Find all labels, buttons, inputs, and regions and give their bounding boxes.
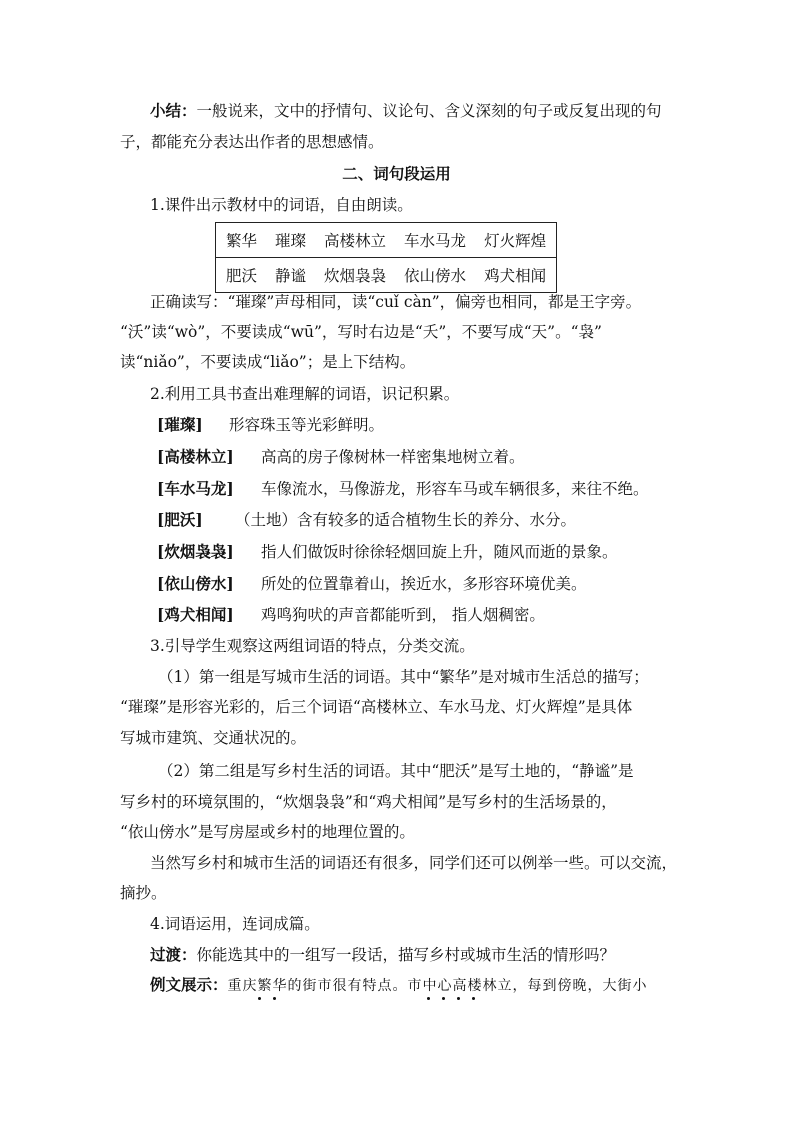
group1-line-1: （1）第一组是写城市生活的词语。其中“繁华”是对城市生活总的描写； xyxy=(158,668,649,686)
definition-term: [依山傍水] xyxy=(157,574,234,593)
definition-term: [鸡犬相闻] xyxy=(157,605,234,624)
section-title: 二、词句段运用 xyxy=(342,164,451,183)
word-table-cell xyxy=(216,223,557,258)
pronunciation-line-1: 正确读写：“璀璨”声母相同，读“cuǐ càn”，偏旁也相同，都是王字旁。 xyxy=(150,293,642,311)
group2-line-1: （2）第二组是写乡村生活的词语。其中“肥沃”是写土地的，“静谧”是 xyxy=(158,762,634,780)
definition-text: 指人们做饭时徐徐轻烟回旋上升，随风而逝的景象。 xyxy=(261,543,618,561)
definition-term: [肥沃] xyxy=(157,510,203,529)
item-2: 2.利用工具书查出难理解的词语，识记积累。 xyxy=(150,385,460,403)
word: 鸡犬相闻 xyxy=(484,267,547,285)
definition-row xyxy=(157,542,717,562)
group1-line-2: “璀璨”是形容光彩的，后三个词语“高楼林立、车水马龙、灯火辉煌”是具体 xyxy=(120,698,633,716)
definition-row xyxy=(157,447,717,467)
group1-line-3: 写城市建筑、交通状况的。 xyxy=(120,729,307,747)
definition-row xyxy=(157,605,717,625)
word: 依山傍水 xyxy=(404,267,467,285)
definition-term: [璀璨] xyxy=(157,415,203,434)
definition-term: [高楼林立] xyxy=(157,447,234,466)
definition-text: 车像流水，马像游龙，形容车马或车辆很多，来往不绝。 xyxy=(261,480,649,498)
example-label: 例文展示： xyxy=(150,975,228,994)
definition-row xyxy=(157,415,717,435)
definition-text: 所处的位置靠着山，挨近水，多形容环境优美。 xyxy=(261,575,587,593)
item-4: 4.词语运用，连词成篇。 xyxy=(150,915,320,933)
group2-line-3: “依山傍水”是写房屋或乡村的地理位置的。 xyxy=(120,823,415,841)
summary-text-1: 一般说来，文中的抒情句、议论句、含义深刻的句子或反复出现的句 xyxy=(196,102,662,120)
emphasis-dot xyxy=(427,997,430,1000)
pronunciation-line-3: 读“niǎo”，不要读成“liǎo”；是上下结构。 xyxy=(120,353,416,371)
definition-row xyxy=(157,510,717,530)
pronunciation-line-2: “沃”读“wò”，不要读成“wū”，写时右边是“夭”，不要写成“天”。“袅” xyxy=(120,323,602,341)
group2-line-2: 写乡村的环境氛围的，“炊烟袅袅”和“鸡犬相闻”是写乡村的生活场景的， xyxy=(120,793,617,811)
extra-line-2: 摘抄。 xyxy=(120,884,167,902)
example-line xyxy=(150,975,710,996)
emphasis-dot xyxy=(442,997,445,1000)
extra-line-1: 当然写乡村和城市生活的词语还有很多，同学们还可以例举一些。可以交流， xyxy=(150,854,678,872)
definition-term: [炊烟袅袅] xyxy=(157,542,234,561)
summary-label: 小结： xyxy=(150,101,197,120)
definition-text: 高高的房子像树林一样密集地树立着。 xyxy=(261,448,525,466)
transition-label: 过渡： xyxy=(150,945,197,964)
word-table-cell xyxy=(216,258,557,293)
item-3: 3.引导学生观察这两组词语的特点，分类交流。 xyxy=(150,637,475,655)
emphasis-dot xyxy=(457,997,460,1000)
definition-row xyxy=(157,574,717,594)
summary-line-2: 子，都能充分表达出作者的思想感情。 xyxy=(120,133,384,151)
definition-text: 鸡鸣狗吠的声音都能听到， 指人烟稠密。 xyxy=(261,606,545,624)
word-table xyxy=(215,222,557,293)
word: 灯火辉煌 xyxy=(484,232,547,250)
word: 车水马龙 xyxy=(404,232,467,250)
word-table-row xyxy=(216,223,557,258)
example-text: 重庆繁华的街市很有特点。市中心高楼林立，每到傍晚，大街小 xyxy=(227,978,648,994)
word: 炊烟袅袅 xyxy=(324,267,387,285)
definition-text: 形容珠玉等光彩鲜明。 xyxy=(229,416,385,434)
definition-row xyxy=(157,479,717,499)
definition-term: [车水马龙] xyxy=(157,479,234,498)
word: 肥沃 xyxy=(226,267,258,285)
word: 高楼林立 xyxy=(324,232,387,250)
definition-text: （土地）含有较多的适合植物生长的养分、水分。 xyxy=(235,511,577,529)
emphasis-dot xyxy=(273,997,276,1000)
emphasis-dot xyxy=(472,997,475,1000)
emphasis-dot xyxy=(258,997,261,1000)
transition-text: 你能选其中的一组写一段话，描写乡村或城市生活的情形吗？ xyxy=(196,946,616,964)
summary-line-1 xyxy=(150,101,710,121)
word-table-row xyxy=(216,258,557,293)
word: 璀璨 xyxy=(275,232,307,250)
transition-line xyxy=(150,945,710,965)
word: 繁华 xyxy=(226,232,258,250)
word: 静谧 xyxy=(275,267,307,285)
item-1: 1.课件出示教材中的词语，自由朗读。 xyxy=(150,196,413,214)
